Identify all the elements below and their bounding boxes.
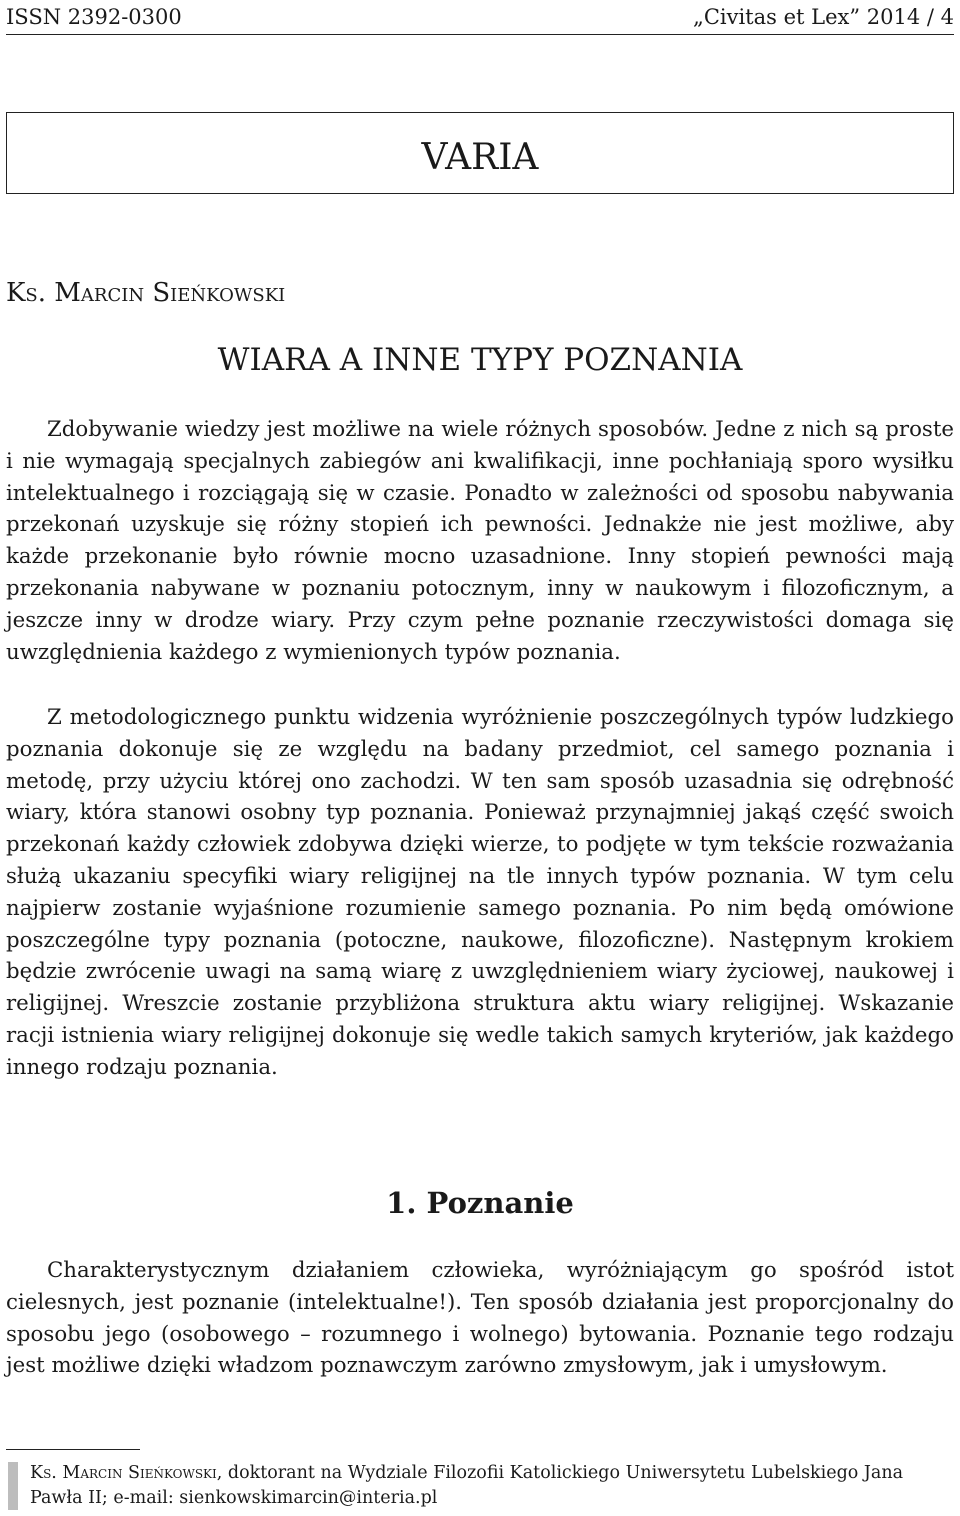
footnote-author-name: Ks. Marcin Sieńkowski, — [30, 1463, 223, 1483]
footnote-text: doktorant na Wydziale Filozofii Katolickiego Uniwersytetu Lubelskiego Jana Pawła II; e-mail: sienkowskimarcin@interia.pl — [30, 1463, 904, 1508]
intro-paragraph-1: Zdobywanie wiedzy jest możliwe na wiele różnych sposobów. Jedne z nich są proste i nie wymagają specjalnych zabiegów ani kwalifikacji, inne pochłaniają sporo wysiłku intelektualnego i rozciągają się w czasie. Ponadto w zależności od sposobu nabywania przekonań uzyskuje się różny stopień ich pewności. Jednakże nie jest możliwe, aby każde przekonanie było równie mocno uzasadnione. Inny stopień pewności mają przekonania nabywane w poznaniu potocznym, inny w naukowym i filozoficznym, a jeszcze inny w drodze wiary. Przy czym pełne poznanie rzeczywistości domaga się uwzględnienia każdego z wymienionych typów poznania. — [6, 417, 954, 665]
section-box — [6, 112, 954, 194]
footnote-divider — [6, 1449, 140, 1450]
section-heading: 1. Poznanie — [386, 1186, 574, 1220]
footnote-marker-bar — [8, 1462, 18, 1510]
issn-label: ISSN 2392-0300 — [6, 5, 182, 29]
section-label: VARIA — [421, 137, 539, 178]
journal-label: „Civitas et Lex” 2014 / 4 — [692, 5, 954, 29]
article-author: Ks. Marcin Sieńkowski — [6, 278, 286, 308]
running-header — [6, 0, 954, 35]
article-title: WIARA A INNE TYPY POZNANIA — [217, 342, 743, 378]
intro-paragraph-2: Z metodologicznego punktu widzenia wyróżnienie poszczególnych typów ludzkiego poznania dokonuje się ze względu na badany przedmiot, cel samego poznania i metodę, przy użyciu której ono zachodzi. W ten sam sposób uzasadnia się odrębność wiary, która stanowi osobny typ poznania. Ponieważ przynajmniej jakąś część swoich przekonań każdy człowiek zdobywa dzięki wierze, to podjęte w tym tekście rozważania służą ukazaniu specyfiki wiary religijnej na tle innych typów poznania. W tym celu najpierw zostanie wyjaśnione rozumienie samego poznania. Po nim będą omówione poszczególne typy poznania (potoczne, naukowe, filozoficzne). Następnym krokiem będzie zwrócenie uwagi na samą wiarę z uwzględnieniem wiary życiowej, naukowej i religijnej. Wreszcie zostanie przybliżona struktura aktu wiary religijnej. Wskazanie racji istnienia wiary religijnej dokonuje się wedle takich samych kryteriów, jak każdego innego rodzaju poznania. — [6, 705, 954, 1080]
author-footnote — [30, 1461, 954, 1511]
section-paragraph: Charakterystycznym działaniem człowieka, wyróżniającym go spośród istot cielesnych, jest poznanie (intelektualne!). Ten sposób działania jest proporcjonalny do sposobu jego (osobowego – rozumnego i wolnego) bytowania. Poznanie tego rodzaju jest możliwe dzięki władzom poznawczym zarówno zmysłowym, jak i umysłowym. — [6, 1258, 954, 1379]
